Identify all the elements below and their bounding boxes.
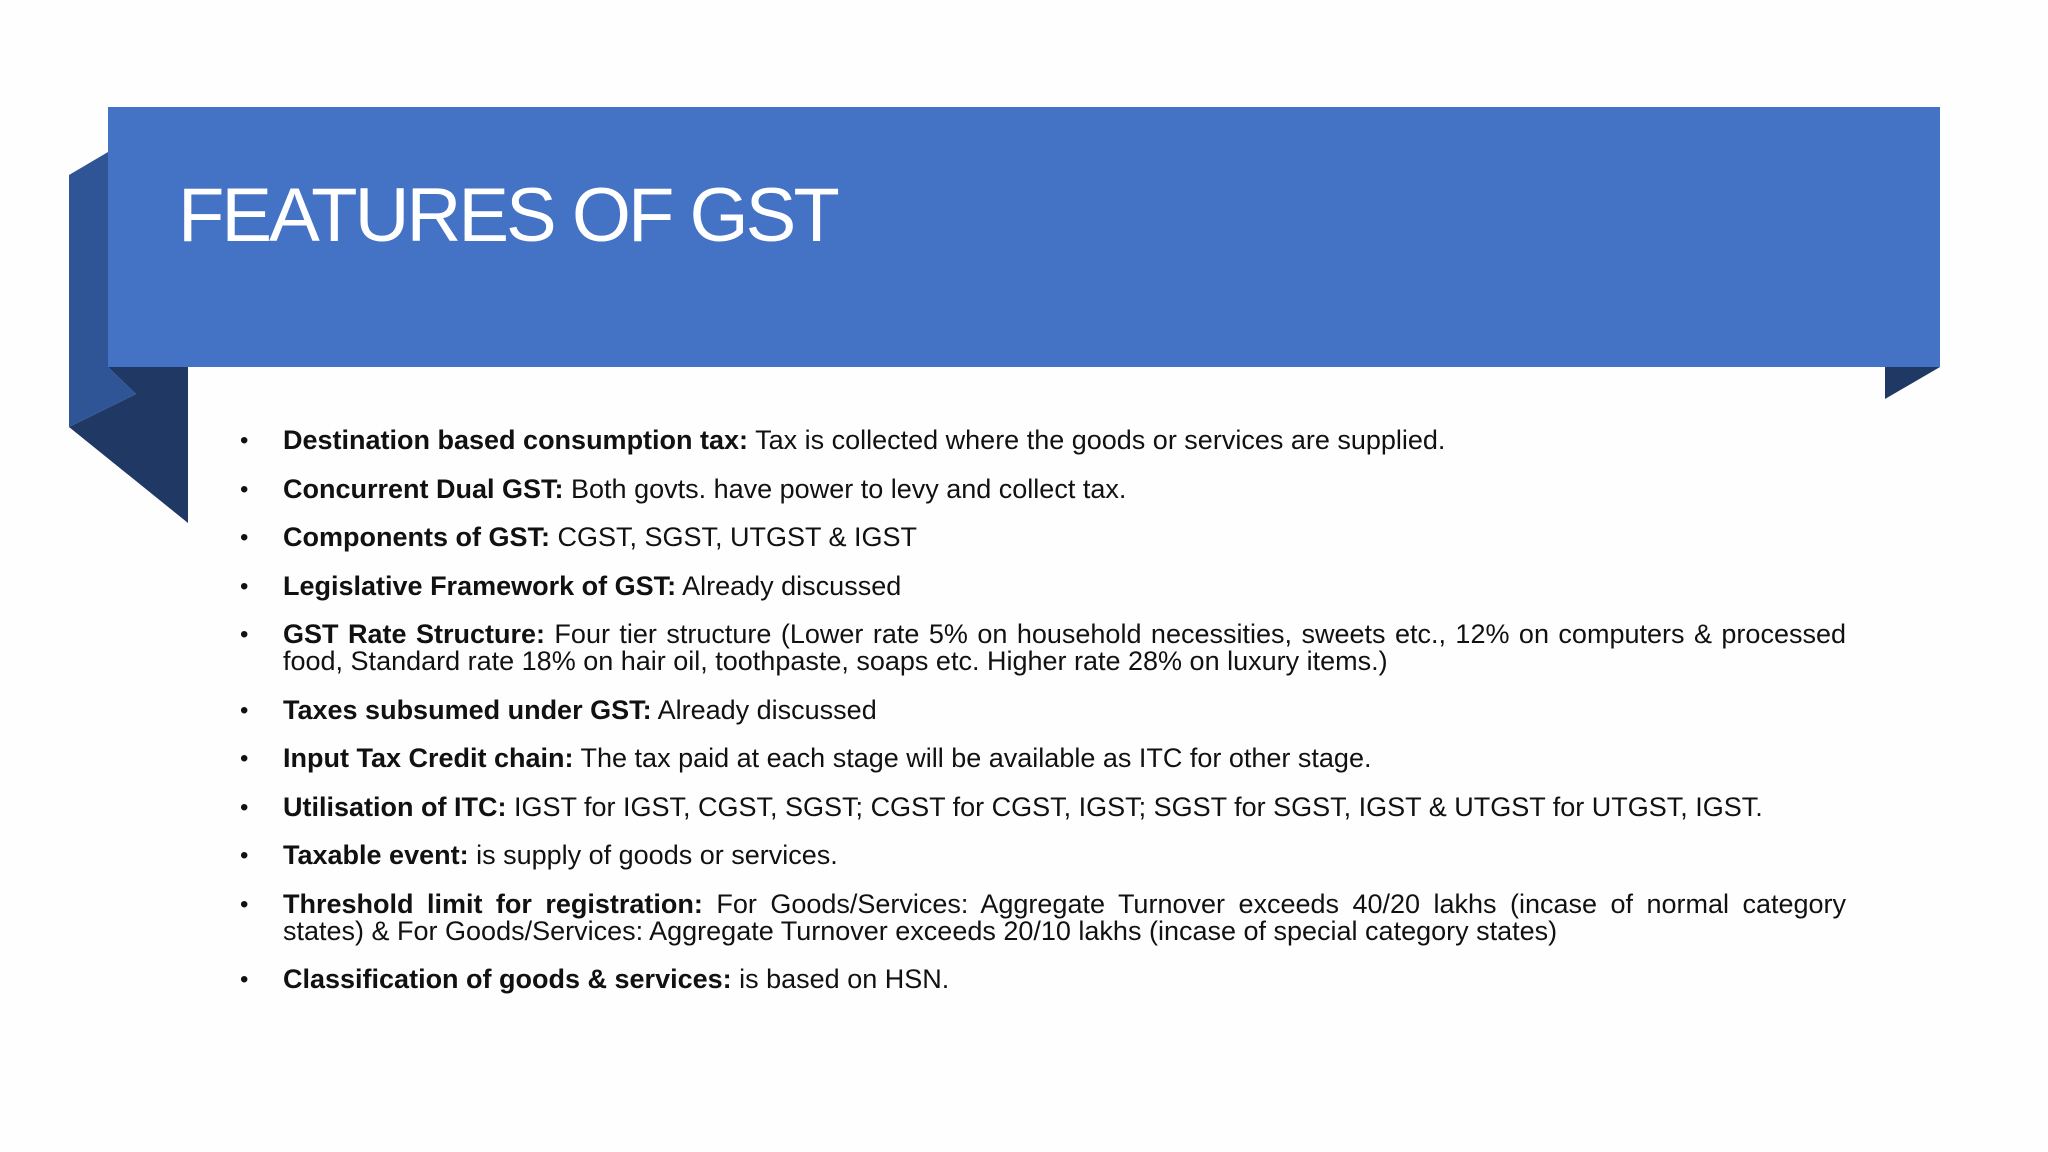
bullet-item: [240, 745, 1846, 772]
slide-title: FEATURES OF GST: [178, 173, 837, 258]
bullet-item: [240, 524, 1846, 551]
ribbon-right-fold: [1885, 367, 1940, 399]
bullet-term: Classification of goods & services:: [283, 964, 732, 994]
bullet-item: [240, 621, 1846, 675]
bullet-item: [240, 966, 1846, 993]
bullet-term: GST Rate Structure:: [283, 619, 545, 649]
bullet-marker: •: [240, 966, 249, 993]
bullet-term: Destination based consumption tax:: [283, 425, 749, 455]
bullet-term: Threshold limit for registration:: [283, 888, 703, 919]
bullet-item: [240, 888, 1847, 946]
bullet-marker: •: [240, 621, 249, 648]
bullet-item: [240, 570, 1846, 601]
bullet-item: [240, 842, 1846, 869]
bullet-text: is supply of goods or services.: [468, 840, 838, 870]
bullet-item: [240, 427, 1846, 454]
bullet-text: IGST for IGST, CGST, SGST; CGST for CGST, IGST; SGST for SGST, IGST & UTGST for UTGST, IGST.: [506, 791, 1763, 822]
bullet-marker: •: [240, 793, 249, 821]
bullet-text: CGST, SGST, UTGST & IGST: [549, 522, 918, 552]
bullet-text: Already discussed: [651, 694, 877, 725]
bullet-marker: •: [240, 842, 249, 869]
bullet-item: [240, 694, 1846, 725]
bullet-marker: •: [240, 475, 249, 503]
bullet-marker: •: [240, 524, 249, 551]
bullet-marker: •: [240, 696, 249, 724]
bullet-item: [240, 791, 1846, 822]
bullet-term: Components of GST:: [283, 522, 550, 552]
bullet-term: Legislative Framework of GST:: [283, 570, 677, 601]
bullet-text: The tax paid at each stage will be available as ITC for other stage.: [573, 743, 1372, 773]
bullet-item: [240, 473, 1846, 504]
bullet-term: Taxable event:: [283, 840, 469, 870]
bullet-text: Four tier structure (Lower rate 5% on household necessities, sweets etc., 12% on computers & processed food, Standard rate 18% on hair oil, toothpaste, soaps etc. Higher rate 28% on luxury items.): [283, 619, 1846, 676]
bullet-text: Already discussed: [676, 570, 902, 601]
bullet-marker: •: [240, 572, 249, 600]
bullet-term: Concurrent Dual GST:: [283, 473, 564, 504]
bullet-text: Tax is collected where the goods or services are supplied.: [748, 425, 1446, 455]
bullet-term: Utilisation of ITC:: [283, 791, 507, 822]
bullet-text: Both govts. have power to levy and collect tax.: [563, 473, 1127, 504]
bullet-text: is based on HSN.: [731, 964, 950, 994]
bullet-term: Taxes subsumed under GST:: [283, 694, 652, 725]
bullet-marker: •: [240, 427, 249, 454]
bullet-term: Input Tax Credit chain:: [283, 743, 574, 773]
bullet-marker: •: [240, 745, 249, 772]
bullet-text: For Goods/Services: Aggregate Turnover exceeds 40/20 lakhs (incase of normal category states) & For Goods/Services: Aggregate Turnover exceeds 20/10 lakhs (incase of special category states): [283, 888, 1847, 946]
bullet-marker: •: [240, 890, 249, 918]
bullet-list: [240, 427, 1846, 1015]
